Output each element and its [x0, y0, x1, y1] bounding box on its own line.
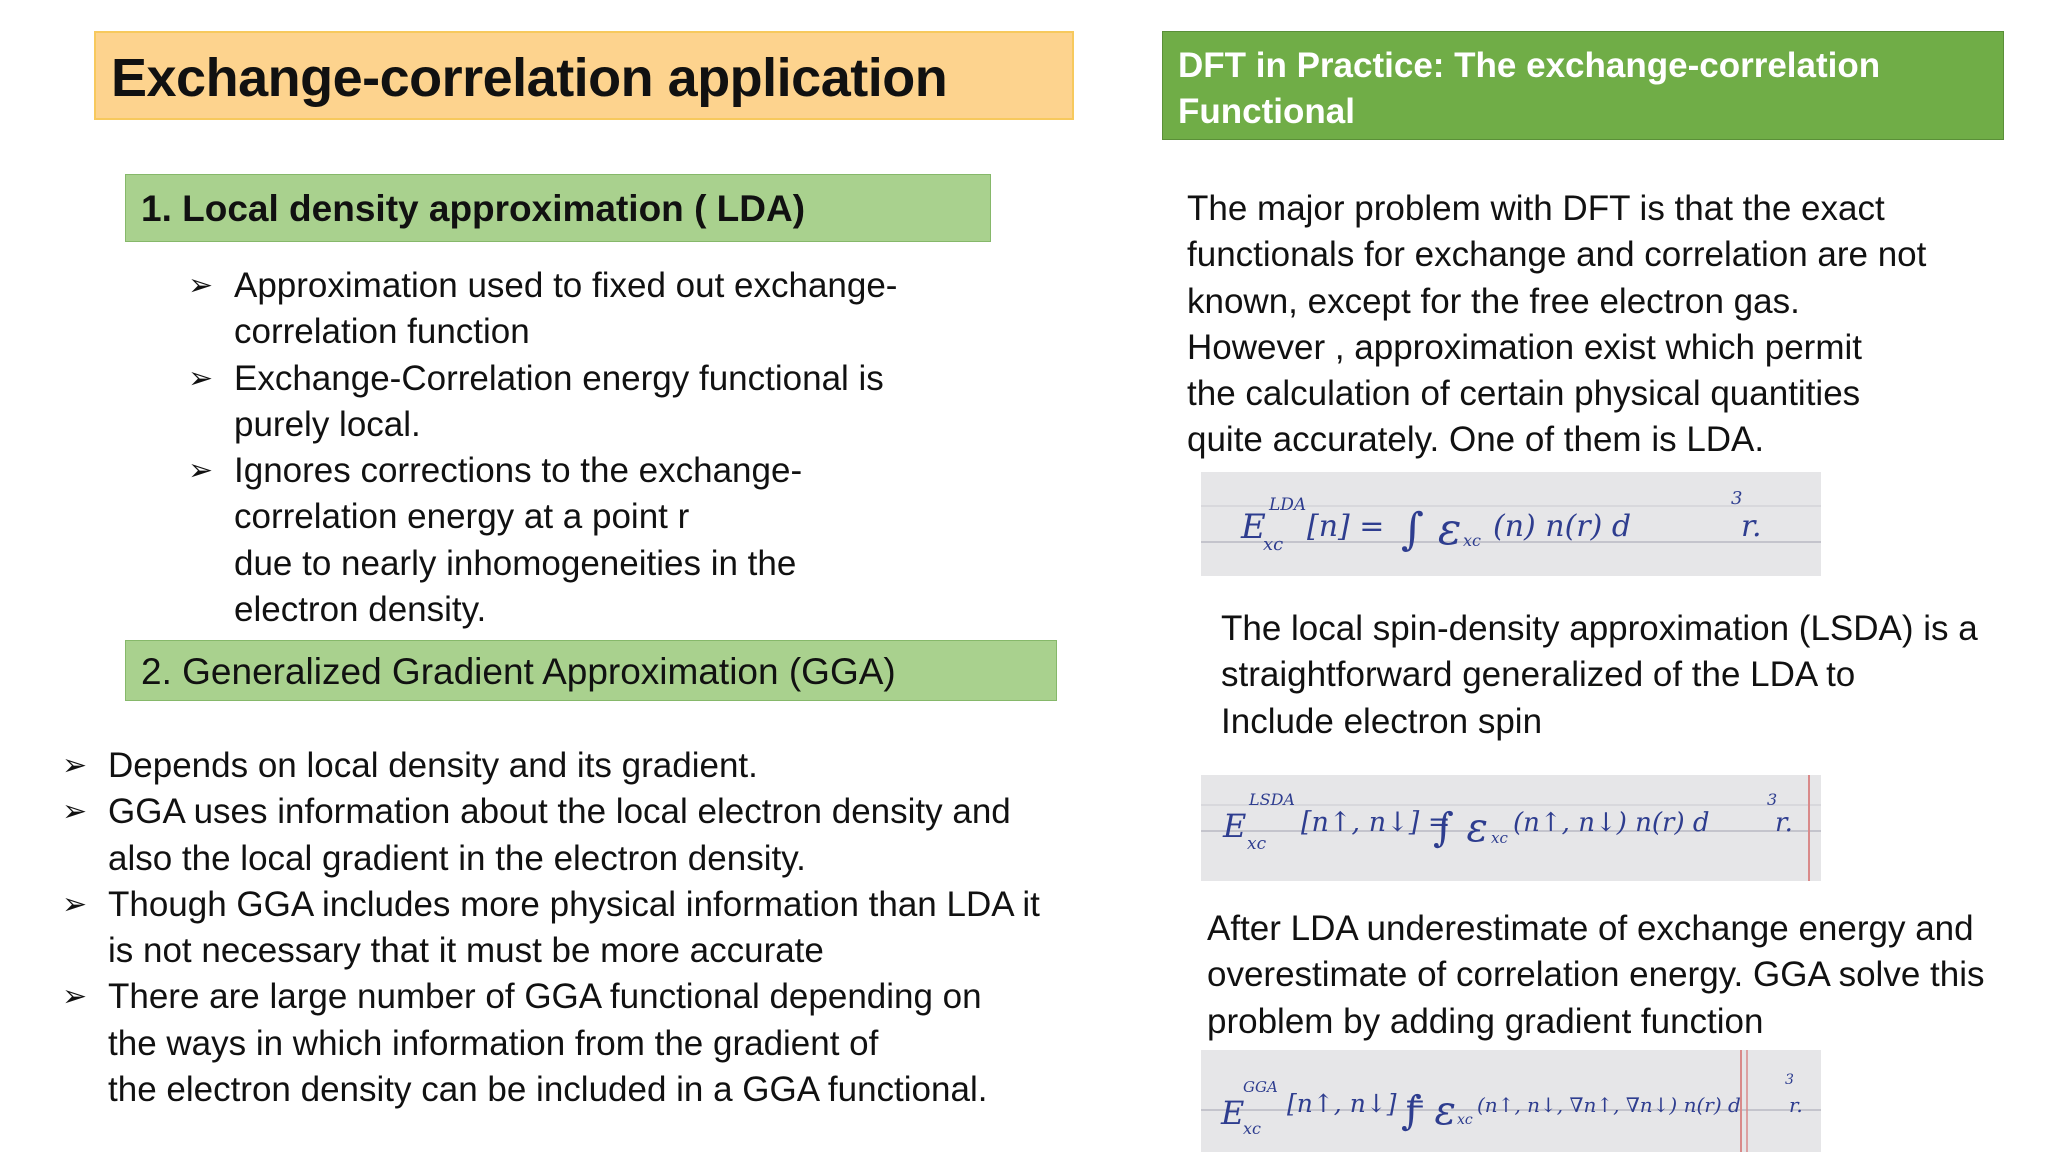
bullet-text: purely local.	[234, 404, 421, 444]
eq-argument: [n↑, n↓] =	[1287, 1089, 1426, 1118]
eq-symbol: E	[1221, 1094, 1245, 1132]
paragraph-line: After LDA underestimate of exchange energy and	[1207, 909, 1974, 948]
eq-integral: ∫ ε	[1433, 805, 1489, 851]
lda-equation-image	[1201, 472, 1821, 576]
eq-superscript: LDA	[1269, 495, 1307, 515]
bullet-text: due to nearly inhomogeneities in the	[234, 543, 797, 583]
eq-subscript: xc	[1243, 1119, 1261, 1138]
eq-power: 3	[1785, 1072, 1794, 1088]
paragraph-line: overestimate of correlation energy. GGA solve this	[1207, 955, 1985, 995]
eq-power: 3	[1731, 488, 1743, 509]
slide-title-box	[94, 31, 1074, 120]
eq-body: (n↑, n↓, ∇n↑, ∇n↓) n(r) d	[1477, 1093, 1741, 1117]
eq-subscript: xc	[1247, 834, 1267, 854]
list-item	[188, 356, 934, 449]
list-item	[62, 974, 1068, 1113]
eq-subscript: xc	[1491, 829, 1508, 847]
bullet-text: Though GGA includes more physical information than LDA it	[108, 884, 1040, 924]
lda-bullet-list	[188, 263, 934, 633]
gga-bullet-list	[62, 743, 1068, 1113]
dft-header: DFT in Practice: The exchange-correlation Functional	[1178, 46, 1881, 131]
bullet-text: the electron density can be included in a GGA functional.	[108, 1070, 988, 1110]
bullet-text: Exchange-Correlation energy functional is	[234, 358, 884, 398]
eq-body: (n) n(r) d	[1493, 509, 1632, 544]
gga-heading-box	[125, 640, 1057, 701]
dft-header-box	[1162, 31, 2004, 140]
paragraph-line: known, except for the free electron gas.	[1187, 281, 1800, 321]
bullet-text: correlation function	[234, 312, 530, 352]
paragraph-line: problem by adding gradient function	[1207, 1001, 1764, 1041]
arrowhead-bullet-icon: ➢	[188, 454, 214, 488]
eq-subscript: xc	[1263, 534, 1284, 555]
eq-superscript: GGA	[1243, 1078, 1278, 1096]
lda-heading-box	[125, 174, 991, 242]
eq-symbol: E	[1241, 507, 1266, 547]
eq-argument: [n] =	[1307, 509, 1385, 544]
bullet-text: electron density.	[234, 590, 487, 630]
arrowhead-bullet-icon: ➢	[62, 887, 88, 921]
eq-tail: r.	[1789, 1093, 1803, 1117]
lsda-paragraph	[1221, 606, 2021, 745]
bullet-text: Ignores corrections to the exchange-	[234, 451, 803, 491]
eq-symbol: E	[1223, 807, 1247, 845]
slide-title: Exchange-correlation application	[111, 48, 948, 108]
gga-heading: 2. Generalized Gradient Approximation (GGA)	[141, 651, 896, 692]
arrowhead-bullet-icon: ➢	[62, 795, 88, 829]
arrowhead-bullet-icon: ➢	[62, 749, 88, 782]
paragraph-line: quite accurately. One of them is LDA.	[1187, 420, 1765, 460]
eq-superscript: LSDA	[1249, 790, 1295, 809]
eq-power: 3	[1767, 790, 1778, 809]
list-item	[62, 743, 1068, 789]
paragraph-line: The local spin-density approximation (LSDA) is a	[1221, 609, 1978, 648]
paragraph-line: Include electron spin	[1221, 701, 1543, 741]
bullet-text: is not necessary that it must be more accurate	[108, 931, 824, 971]
eq-integral: ∫ ε	[1401, 1088, 1457, 1134]
bullet-text: Approximation used to fixed out exchange-	[234, 266, 898, 305]
arrowhead-bullet-icon: ➢	[188, 361, 214, 395]
list-item	[188, 448, 934, 633]
eq-integral: ∫ ε	[1401, 504, 1462, 555]
paragraph-line: However , approximation exist which permit	[1187, 327, 1862, 367]
paragraph-line: the calculation of certain physical quantities	[1187, 374, 1861, 414]
eq-argument: [n↑, n↓] =	[1301, 807, 1451, 838]
bullet-text: the ways in which information from the gradient of	[108, 1023, 879, 1063]
arrowhead-bullet-icon: ➢	[62, 980, 88, 1014]
bullet-text: GGA uses information about the local electron density and	[108, 792, 1011, 832]
eq-tail: r.	[1775, 808, 1793, 838]
eq-body: (n↑, n↓) n(r) d	[1513, 808, 1710, 838]
bullet-text: Depends on local density and its gradient.	[108, 746, 758, 785]
bullet-text: also the local gradient in the electron density.	[108, 838, 806, 878]
gga-paragraph	[1207, 906, 2037, 1045]
dft-intro-paragraph	[1187, 186, 2007, 464]
list-item	[62, 789, 1068, 882]
paragraph-line: The major problem with DFT is that the exact	[1187, 189, 1885, 228]
gga-equation-image	[1201, 1050, 1821, 1152]
paragraph-line: functionals for exchange and correlation are not	[1187, 235, 1927, 275]
eq-subscript: xc	[1463, 531, 1481, 550]
eq-subscript: xc	[1457, 1112, 1473, 1128]
lda-heading: 1. Local density approximation ( LDA)	[141, 188, 806, 229]
list-item	[62, 882, 1068, 975]
list-item	[188, 263, 934, 356]
arrowhead-bullet-icon: ➢	[188, 269, 214, 302]
lsda-equation-image	[1201, 775, 1821, 881]
paragraph-line: straightforward generalized of the LDA to	[1221, 655, 1856, 695]
eq-tail: r.	[1741, 509, 1762, 544]
bullet-text: correlation energy at a point r	[234, 497, 690, 537]
bullet-text: There are large number of GGA functional depending on	[108, 977, 982, 1017]
